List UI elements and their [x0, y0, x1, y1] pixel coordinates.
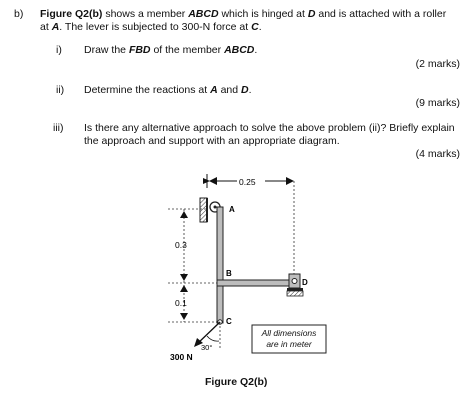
part-i-marks: (2 marks) — [415, 58, 460, 70]
point-d: D — [307, 8, 316, 20]
part-ii-and: and — [217, 84, 242, 96]
label-b: B — [226, 269, 232, 278]
label-dim-top: 0.25 — [239, 177, 256, 187]
part-ii-d: D — [241, 84, 249, 96]
point-a: A — [51, 21, 60, 33]
figure-caption: Figure Q2(b) — [205, 376, 268, 388]
part-ii-number: ii) — [56, 84, 65, 96]
label-c: C — [226, 317, 232, 326]
label-angle: 30° — [201, 343, 213, 352]
label-dim-lower: 0.1 — [175, 298, 187, 308]
label-d: D — [302, 278, 308, 287]
label-force: 300 N — [170, 352, 193, 362]
intro-text-5: . The lever is subjected to 300-N force at — [59, 21, 252, 33]
part-ii-pre: Determine the reactions at — [84, 84, 211, 96]
part-iii-marks: (4 marks) — [415, 148, 460, 160]
figure-reference: Figure Q2(b) — [40, 8, 103, 20]
part-i-number: i) — [56, 44, 62, 56]
member-abcd — [217, 207, 295, 324]
part-i-mid: of the member — [150, 44, 225, 56]
intro-text-1: shows a member — [102, 8, 189, 20]
part-ii-a: A — [210, 84, 218, 96]
part-i-post: . — [254, 44, 258, 56]
intro-text-2: which is hinged at — [218, 8, 308, 20]
part-i-pre: Draw the — [84, 44, 129, 56]
part-iii-line-2: the approach and support with an appropriate diagram. — [84, 135, 340, 147]
intro-text-3: and is attached with a roller — [315, 8, 447, 20]
part-i-member: ABCD — [224, 44, 255, 56]
part-iii-line-1: Is there any alternative approach to solve the above problem (ii)? Briefly explain — [84, 122, 455, 134]
pin-support-d — [287, 274, 303, 296]
part-ii-post: . — [248, 84, 252, 96]
intro-text-4: at — [40, 21, 52, 33]
part-i-fbd: FBD — [128, 44, 151, 56]
guide-lines — [168, 181, 294, 322]
intro-text-6: . — [258, 21, 262, 33]
question-label: b) — [14, 8, 24, 20]
member-name: ABCD — [188, 8, 219, 20]
label-dim-upper: 0.3 — [175, 240, 187, 250]
label-a: A — [229, 205, 235, 214]
point-c: C — [251, 21, 259, 33]
note-line-1: All dimensions — [261, 328, 317, 338]
note-line-2: are in meter — [266, 339, 312, 349]
part-ii-marks: (9 marks) — [415, 97, 460, 109]
part-iii-number: iii) — [53, 122, 64, 134]
